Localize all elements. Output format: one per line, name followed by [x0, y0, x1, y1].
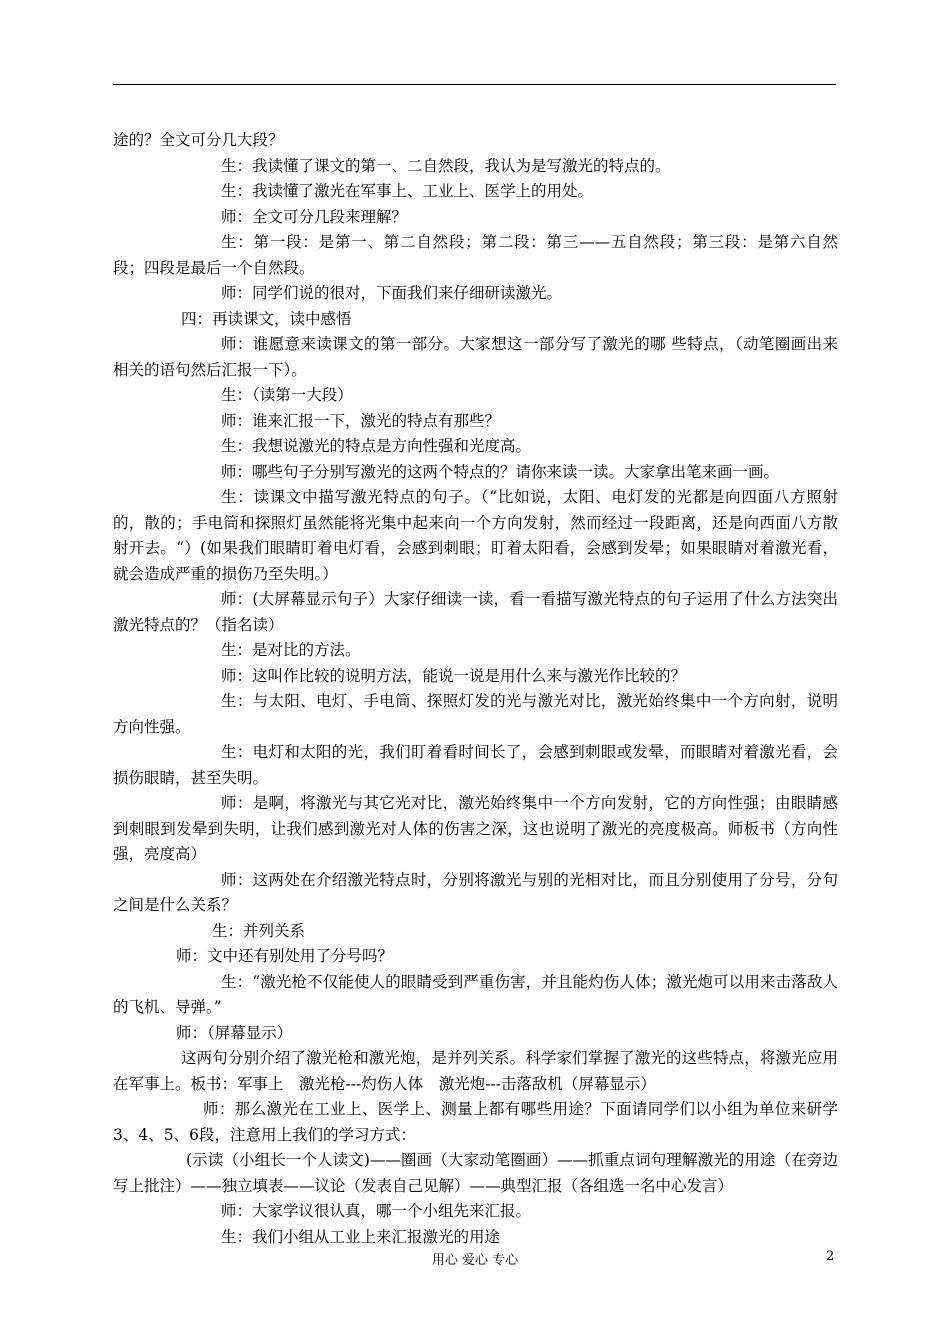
paragraph: 生：“激光枪不仅能使人的眼睛受到严重伤害，并且能灼伤人体；激光炮可以用来击落敌人的飞机、导弹。” — [113, 972, 838, 1016]
paragraph: 生：我们小组从工业上来汇报激光的用途 — [221, 1227, 501, 1246]
paragraph: 师：是啊，将激光与其它光对比，激光始终集中一个方向发射，它的方向性强；由眼睛感到刺眼到发晕到失明，让我们感到激光对人体的伤害之深，这也说明了激光的亮度极高。师板书（方向性强，亮度高） — [113, 794, 838, 863]
paragraph: 师：谁来汇报一下，激光的特点有那些？ — [221, 411, 501, 430]
paragraph: 生：我读懂了课文的第一、二自然段，我认为是写激光的特点的。 — [221, 156, 671, 175]
paragraph: (示读（小组长一个人读文)——圈画（大家动笔圈画）——抓重点词句理解激光的用途（在旁边写上批注）——独立填表——议论（发表自己见解）——典型汇报（各组选一名中心发言） — [113, 1151, 838, 1195]
paragraph: 生：电灯和太阳的光，我们盯着看时间长了，会感到刺眼或发晕，而眼睛对着激光看，会损伤眼睛，甚至失明。 — [113, 743, 838, 787]
paragraph: 生：与太阳、电灯、手电筒、探照灯发的光与激光对比，激光始终集中一个方向射，说明方向性强。 — [113, 692, 838, 736]
paragraph: 生：并列关系 — [212, 921, 306, 940]
page-number: 2 — [826, 1249, 835, 1264]
paragraph: 四：再读课文，读中感悟 — [181, 309, 352, 328]
paragraph: 师：这叫作比较的说明方法，能说一说是用什么来与激光作比较的？ — [221, 666, 687, 685]
paragraph: 师：哪些句子分别写激光的这两个特点的？请你来读一读。大家拿出笔来画一画。 — [221, 462, 780, 481]
paragraph: 师：全文可分几段来理解？ — [221, 207, 408, 226]
paragraph: 师：大家学议很认真，哪一个小组先来汇报。 — [221, 1202, 532, 1220]
document-body — [113, 128, 838, 1250]
paragraph: 生：我想说激光的特点是方向性强和光度高。 — [221, 437, 532, 455]
paragraph: 师：（屏幕显示） — [176, 1023, 293, 1042]
paragraph: 生：（读第一大段） — [221, 386, 353, 404]
paragraph: 师：这两处在介绍激光特点时，分别将激光与别的光相对比，而且分别使用了分号，分句之间是什么关系？ — [113, 870, 838, 914]
paragraph: 师：同学们说的很对，下面我们来仔细研读激光。 — [221, 284, 563, 302]
paragraph: 途的？全文可分几大段？ — [113, 131, 284, 149]
paragraph: 师：谁愿意来读课文的第一部分。大家想这一部分写了激光的哪 些特点，（动笔圈画出来相关的语句然后汇报一下）。 — [113, 335, 838, 379]
footer-motto: 用心 爱心 专心 — [431, 1253, 519, 1268]
header-rule — [113, 84, 836, 85]
paragraph: 师：那么激光在工业上、医学上、测量上都有哪些用途？下面请同学们以小组为单位来研学3、4、5、6段，注意用上我们的学习方式： — [113, 1100, 838, 1144]
paragraph: 生：第一段：是第一、第二自然段；第二段：第三——五自然段；第三段：是第六自然段；四段是最后一个自然段。 — [113, 233, 838, 277]
paragraph: 生：读课文中描写激光特点的句子。（“比如说，太阳、电灯发的光都是向四面八方照射的，散的；手电筒和探照灯虽然能将光集中起来向一个方向发射，然而经过一段距离，还是向西面八方散射开去。“）(如果我们眼睛盯着电灯看，会感到刺眼；盯着太阳看，会感到发晕；如果眼睛对着激光看，就会造成严重的损伤乃至失明。） — [113, 488, 838, 583]
paragraph: 这两句分别介绍了激光枪和激光炮，是并列关系。科学家们掌握了激光的这些特点，将激光应用在军事上。板书：军事上 激光枪---灼伤人体 激光炮---击落敌机（屏幕显示） — [113, 1049, 838, 1093]
paragraph: 生：是对比的方法。 — [221, 641, 361, 659]
paragraph: 生：我读懂了激光在军事上、工业上、医学上的用处。 — [221, 182, 594, 200]
paragraph: 师：文中还有别处用了分号吗？ — [176, 947, 394, 965]
paragraph: 师：(大屏幕显示句子）大家仔细读一读，看一看描写激光特点的句子运用了什么方法突出激光特点的？（指名读） — [113, 590, 838, 634]
